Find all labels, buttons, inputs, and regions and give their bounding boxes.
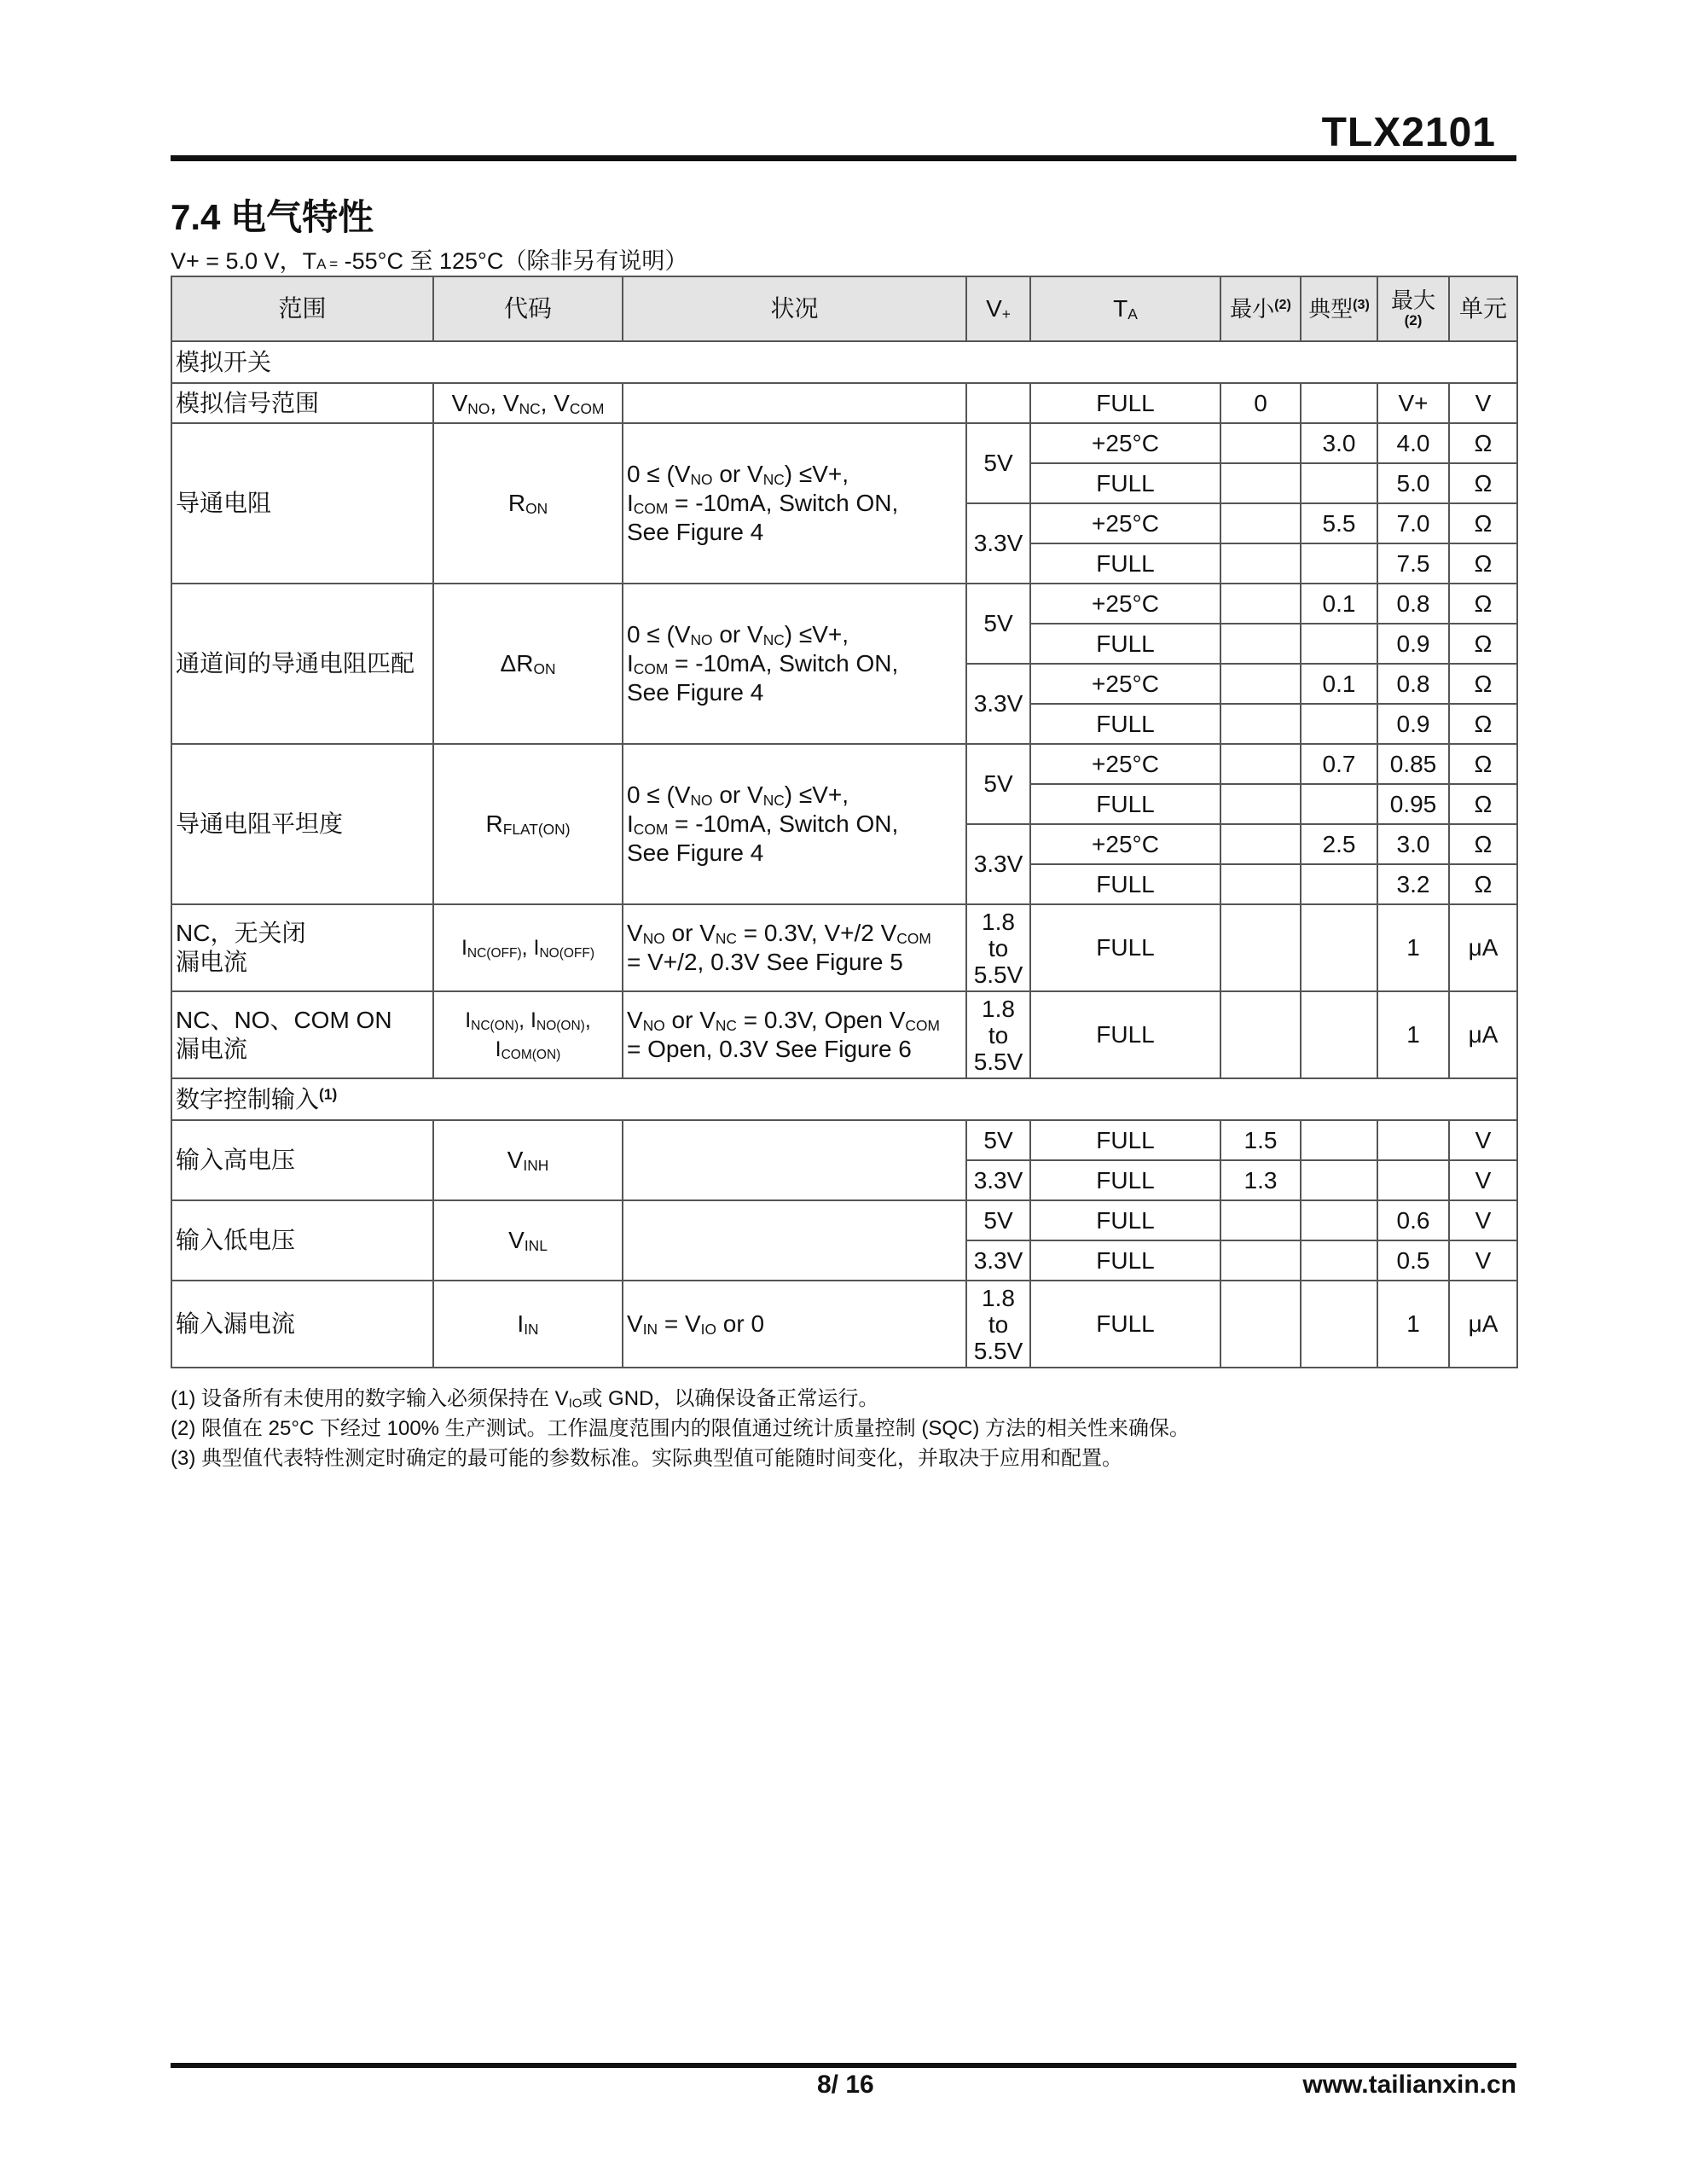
condition-vinl: [623, 1200, 966, 1281]
vplus-line: 5.5V: [973, 1337, 1023, 1364]
section-label-digital: [171, 1078, 1517, 1120]
cond-sub: IO: [700, 1321, 716, 1339]
sym-sub: ON: [533, 660, 556, 678]
section-row-analog: [171, 341, 1517, 383]
sym-sub: INL: [524, 1237, 548, 1255]
unit-cell: V: [1449, 383, 1517, 423]
sym-sep: ,: [519, 1008, 531, 1032]
param-vinl: 输入低电压: [171, 1200, 433, 1281]
condition-vinh: [623, 1120, 966, 1200]
unit-cell: Ω: [1449, 784, 1517, 824]
sym-sub: COM(ON): [501, 1047, 561, 1062]
cond-line: [627, 1006, 962, 1035]
ta-cell: FULL: [1030, 864, 1220, 904]
table-header-row: [171, 276, 1517, 341]
cond-text: or V: [664, 920, 716, 946]
sym-part: V: [502, 389, 519, 416]
min-cell: [1220, 991, 1301, 1078]
note-text: 或 GND，以确保设备正常运行。: [582, 1387, 879, 1410]
max-cell: 0.9: [1377, 624, 1449, 664]
sym-part: V: [507, 1147, 524, 1173]
unit-cell: Ω: [1449, 664, 1517, 704]
min-cell: [1220, 864, 1301, 904]
max-cell: 0.5: [1377, 1240, 1449, 1281]
vplus-line: 5.5V: [973, 1048, 1023, 1075]
cond-text: I: [627, 650, 634, 677]
param-vinh: 输入高电压: [171, 1120, 433, 1200]
param-iin: 输入漏电流: [171, 1281, 433, 1368]
header-typ-note: (3): [1353, 297, 1370, 313]
vplus-analog-range: [966, 383, 1030, 423]
vplus-cell: 5V: [966, 1120, 1030, 1160]
header-ta: [1030, 276, 1220, 341]
sym-sub: COM: [569, 399, 605, 417]
section-name: 电气特性: [230, 197, 374, 237]
sym-sep: ,: [521, 936, 534, 960]
condition-dron: [623, 584, 966, 744]
ta-cell: FULL: [1030, 1160, 1220, 1200]
vplus-line: 1.8: [982, 1284, 1015, 1311]
electrical-characteristics-table: [171, 276, 1518, 1368]
table-row-vinl-1: [171, 1200, 1517, 1240]
typ-cell: 5.5: [1301, 503, 1377, 543]
ta-cell: +25°C: [1030, 584, 1220, 624]
param-rflat: 导通电阻平坦度: [171, 744, 433, 904]
cond-text: or 0: [716, 1310, 765, 1337]
ta-cell: FULL: [1030, 624, 1220, 664]
symbol-vinl: [433, 1200, 623, 1281]
cond-text: = 0.3V, Open V: [736, 1007, 906, 1033]
min-cell: [1220, 904, 1301, 991]
condition-analog-range: [623, 383, 966, 423]
sym-sub: NO(OFF): [539, 945, 595, 961]
vplus-cell: 5V: [966, 584, 1030, 664]
cond-text: = 0.3V, V+/2 V: [736, 920, 897, 946]
header-max-text: 最大: [1390, 288, 1435, 313]
header-ta-sub: A: [1128, 305, 1138, 323]
website-link[interactable]: www.tailianxin.cn: [1302, 2071, 1516, 2099]
cond-line: [627, 620, 962, 649]
cond-prefix: V+ = 5.0 V，T: [171, 248, 317, 274]
max-cell: 0.85: [1377, 744, 1449, 784]
typ-cell: [1301, 864, 1377, 904]
condition-leak-off: [623, 904, 966, 991]
typ-cell: 0.1: [1301, 664, 1377, 704]
max-cell: 0.8: [1377, 584, 1449, 624]
cond-line: [627, 781, 962, 810]
max-cell: V+: [1377, 383, 1449, 423]
sym-part: R: [507, 490, 526, 516]
header-rule: [171, 155, 1516, 161]
sym-part: I: [533, 936, 540, 960]
sym-part: ΔR: [500, 650, 534, 677]
cond-sub: NC: [762, 471, 785, 489]
cond-sub: NC: [762, 792, 785, 810]
cond-line: See Figure 4: [627, 839, 764, 866]
param-line: 漏电流: [176, 1036, 248, 1062]
max-cell: 0.9: [1377, 704, 1449, 744]
cond-sub: NC: [715, 1017, 737, 1035]
sym-part: I: [495, 1037, 501, 1061]
sym-part: R: [485, 810, 503, 837]
cond-sub: COM: [633, 500, 669, 518]
param-line: 漏电流: [176, 949, 248, 975]
unit-cell: Ω: [1449, 704, 1517, 744]
table-row-analog-range: [171, 383, 1517, 423]
unit-cell: Ω: [1449, 824, 1517, 864]
param-dron: 通道间的导通电阻匹配: [171, 584, 433, 744]
cond-text: = -10mA, Switch ON,: [668, 650, 899, 677]
section-number: 7.4: [171, 197, 221, 237]
table-row-vinh-1: [171, 1120, 1517, 1160]
min-cell: [1220, 744, 1301, 784]
table-row-rflat-1: [171, 744, 1517, 784]
header-condition: 状况: [623, 276, 966, 341]
unit-cell: Ω: [1449, 624, 1517, 664]
cond-text: or V: [712, 461, 763, 487]
ta-cell: FULL: [1030, 784, 1220, 824]
cond-sub: NO: [690, 792, 713, 810]
min-cell: [1220, 543, 1301, 584]
cond-line: See Figure 4: [627, 519, 764, 545]
section-conditions: [171, 242, 687, 276]
unit-cell: μA: [1449, 904, 1517, 991]
max-cell: [1377, 1120, 1449, 1160]
unit-cell: Ω: [1449, 864, 1517, 904]
typ-cell: [1301, 904, 1377, 991]
cond-sub: COM: [633, 660, 669, 678]
sym-sub: NC(OFF): [467, 945, 522, 961]
sym-sub: FLAT(ON): [502, 821, 571, 839]
header-min-note: (2): [1274, 297, 1291, 313]
vplus-cell: 3.3V: [966, 664, 1030, 744]
typ-cell: 0.7: [1301, 744, 1377, 784]
cond-sub: NO: [642, 1017, 665, 1035]
header-max-note: (2): [1404, 312, 1423, 328]
vplus-cell: [966, 1281, 1030, 1368]
max-cell: 0.95: [1377, 784, 1449, 824]
min-cell: [1220, 784, 1301, 824]
header-typ-text: 典型: [1308, 296, 1354, 322]
param-line: NC、NO、COM ON: [176, 1007, 392, 1033]
document-title: TLX2101: [1321, 110, 1496, 155]
min-cell: [1220, 503, 1301, 543]
header-vplus-text: V: [986, 295, 1002, 322]
ta-cell: FULL: [1030, 1240, 1220, 1281]
header-vplus: [966, 276, 1030, 341]
cond-line: [627, 460, 962, 489]
header-max: [1377, 276, 1449, 341]
sym-part: I: [465, 1008, 472, 1032]
note-text: (1) 设备所有未使用的数字输入必须保持在 V: [171, 1387, 569, 1410]
typ-cell: [1301, 383, 1377, 423]
cond-text: = V: [658, 1310, 701, 1337]
cond-text: ) ≤V+,: [784, 621, 849, 648]
ta-cell: FULL: [1030, 904, 1220, 991]
min-cell: [1220, 1240, 1301, 1281]
min-cell: [1220, 463, 1301, 503]
typ-cell: [1301, 1120, 1377, 1160]
note-2: (2) 限值在 25°C 下经过 100% 生产测试。工作温度范围内的限值通过统计质量控制 (SQC) 方法的相关性来确保。: [171, 1417, 1191, 1440]
max-cell: 3.2: [1377, 864, 1449, 904]
vplus-cell: [966, 991, 1030, 1078]
sym-sub: NO(ON): [536, 1018, 585, 1033]
unit-cell: V: [1449, 1200, 1517, 1240]
typ-cell: 0.1: [1301, 584, 1377, 624]
min-cell: [1220, 664, 1301, 704]
unit-cell: Ω: [1449, 463, 1517, 503]
vplus-line: 5.5V: [973, 961, 1023, 988]
sym-sub: NC: [519, 399, 541, 417]
sym-sep: ,: [490, 389, 503, 416]
max-cell: 1: [1377, 1281, 1449, 1368]
max-cell: 7.5: [1377, 543, 1449, 584]
unit-cell: Ω: [1449, 543, 1517, 584]
typ-cell: [1301, 463, 1377, 503]
cond-text: or V: [712, 621, 763, 648]
header-min: [1220, 276, 1301, 341]
cond-sub: COM: [896, 930, 931, 948]
min-cell: [1220, 704, 1301, 744]
unit-cell: V: [1449, 1160, 1517, 1200]
note-sub: IO: [568, 1397, 583, 1411]
typ-cell: [1301, 624, 1377, 664]
vplus-line: 1.8: [982, 908, 1015, 935]
min-cell: [1220, 423, 1301, 463]
symbol-iin: [433, 1281, 623, 1368]
unit-cell: V: [1449, 1120, 1517, 1160]
max-cell: 5.0: [1377, 463, 1449, 503]
sym-line: [438, 1006, 618, 1035]
min-cell: 1.3: [1220, 1160, 1301, 1200]
sym-sub: NC(ON): [471, 1018, 519, 1033]
ta-cell: +25°C: [1030, 664, 1220, 704]
cond-text: V: [627, 1007, 643, 1033]
unit-cell: V: [1449, 1240, 1517, 1281]
symbol-leak-on: [433, 991, 623, 1078]
min-cell: [1220, 1281, 1301, 1368]
cond-suffix: -55°C 至 125°C（除非另有说明）: [338, 248, 688, 274]
ta-cell: FULL: [1030, 383, 1220, 423]
cond-line: [627, 919, 962, 948]
ta-cell: FULL: [1030, 1281, 1220, 1368]
cond-line: See Figure 4: [627, 679, 764, 706]
vplus-cell: 5V: [966, 744, 1030, 824]
ta-cell: +25°C: [1030, 423, 1220, 463]
typ-cell: 2.5: [1301, 824, 1377, 864]
min-cell: [1220, 1200, 1301, 1240]
vplus-line: to: [988, 1310, 1009, 1338]
cond-sub: IN: [642, 1321, 658, 1339]
condition-leak-on: [623, 991, 966, 1078]
typ-cell: [1301, 991, 1377, 1078]
cond-text: 0 ≤ (V: [627, 461, 691, 487]
cond-sub: NO: [690, 471, 713, 489]
vplus-cell: 5V: [966, 423, 1030, 503]
typ-cell: [1301, 784, 1377, 824]
table-row-ron-1: [171, 423, 1517, 463]
cond-text: ) ≤V+,: [784, 781, 849, 808]
cond-line: = V+/2, 0.3V See Figure 5: [627, 949, 903, 975]
condition-iin: [623, 1281, 966, 1368]
ta-cell: FULL: [1030, 1120, 1220, 1160]
condition-ron: [623, 423, 966, 584]
cond-line: [627, 810, 962, 839]
cond-text: = -10mA, Switch ON,: [668, 810, 899, 837]
cond-sub: A =: [316, 256, 339, 272]
vplus-line: to: [988, 1021, 1009, 1048]
ta-cell: FULL: [1030, 991, 1220, 1078]
cond-text: V: [627, 1310, 643, 1337]
sym-sep: ,: [540, 389, 554, 416]
vplus-cell: 3.3V: [966, 1160, 1030, 1200]
header-vplus-sub: +: [1001, 305, 1011, 323]
symbol-analog-range: [433, 383, 623, 423]
typ-cell: [1301, 1160, 1377, 1200]
param-ron: 导通电阻: [171, 423, 433, 584]
symbol-rflat: [433, 744, 623, 904]
cond-text: or V: [712, 781, 763, 808]
cond-text: I: [627, 810, 634, 837]
cond-line: [627, 649, 962, 678]
typ-cell: [1301, 1240, 1377, 1281]
symbol-dron: [433, 584, 623, 744]
sym-sub: IN: [524, 1321, 539, 1339]
sym-line: [438, 1035, 618, 1064]
cond-line: = Open, 0.3V See Figure 6: [627, 1036, 912, 1062]
unit-cell: μA: [1449, 991, 1517, 1078]
vplus-cell: 3.3V: [966, 1240, 1030, 1281]
table-row-iin: [171, 1281, 1517, 1368]
note-1: [171, 1384, 1190, 1414]
cond-text: 0 ≤ (V: [627, 781, 691, 808]
header-symbol: 代码: [433, 276, 623, 341]
max-cell: 0.8: [1377, 664, 1449, 704]
sym-sep: ,: [584, 1008, 591, 1032]
unit-cell: μA: [1449, 1281, 1517, 1368]
max-cell: 1: [1377, 904, 1449, 991]
cond-sub: COM: [905, 1017, 940, 1035]
ta-cell: +25°C: [1030, 744, 1220, 784]
typ-cell: 3.0: [1301, 423, 1377, 463]
typ-cell: [1301, 1200, 1377, 1240]
sym-part: V: [554, 389, 570, 416]
vplus-cell: 3.3V: [966, 503, 1030, 584]
sym-sub: INH: [523, 1157, 549, 1175]
symbol-vinh: [433, 1120, 623, 1200]
unit-cell: Ω: [1449, 503, 1517, 543]
section-label-analog: 模拟开关: [171, 341, 1517, 383]
param-analog-range: 模拟信号范围: [171, 383, 433, 423]
min-cell: [1220, 824, 1301, 864]
note-3: (3) 典型值代表特性测定时确定的最可能的参数标准。实际典型值可能随时间变化，并取决于应用和配置。: [171, 1447, 1122, 1470]
min-cell: [1220, 624, 1301, 664]
ta-cell: FULL: [1030, 704, 1220, 744]
unit-cell: Ω: [1449, 423, 1517, 463]
sym-part: I: [517, 1310, 525, 1337]
cond-text: 0 ≤ (V: [627, 621, 691, 648]
cond-text: or V: [664, 1007, 716, 1033]
symbol-ron: [433, 423, 623, 584]
sym-part: I: [530, 1008, 536, 1032]
ta-cell: FULL: [1030, 463, 1220, 503]
param-leak-off: [171, 904, 433, 991]
unit-cell: Ω: [1449, 584, 1517, 624]
sym-part: V: [508, 1227, 525, 1253]
cond-sub: NC: [762, 631, 785, 649]
typ-cell: [1301, 704, 1377, 744]
ta-cell: +25°C: [1030, 824, 1220, 864]
max-cell: 4.0: [1377, 423, 1449, 463]
vplus-cell: [966, 904, 1030, 991]
vplus-line: to: [988, 934, 1009, 961]
cond-text: ) ≤V+,: [784, 461, 849, 487]
vplus-cell: 5V: [966, 1200, 1030, 1240]
min-cell: 0: [1220, 383, 1301, 423]
section-title: [171, 189, 374, 241]
symbol-leak-off: [433, 904, 623, 991]
cond-text: I: [627, 490, 634, 516]
section-digital-text: 数字控制输入: [176, 1085, 320, 1112]
param-leak-on: [171, 991, 433, 1078]
sym-sub: ON: [525, 500, 548, 518]
max-cell: 1: [1377, 991, 1449, 1078]
ta-cell: FULL: [1030, 543, 1220, 584]
header-ta-text: T: [1113, 295, 1128, 322]
table-notes: [171, 1384, 1190, 1473]
header-min-text: 最小: [1230, 296, 1275, 322]
table-row-leak-on: [171, 991, 1517, 1078]
sym-part: I: [461, 936, 467, 960]
max-cell: [1377, 1160, 1449, 1200]
header-param: 范围: [171, 276, 433, 341]
cond-sub: NO: [690, 631, 713, 649]
ta-cell: +25°C: [1030, 503, 1220, 543]
typ-cell: [1301, 543, 1377, 584]
min-cell: [1220, 584, 1301, 624]
sym-part: V: [451, 389, 468, 416]
vplus-cell: 3.3V: [966, 824, 1030, 904]
condition-rflat: [623, 744, 966, 904]
table-row-leak-off: [171, 904, 1517, 991]
page-number: 8/ 16: [817, 2071, 874, 2099]
max-cell: 3.0: [1377, 824, 1449, 864]
cond-sub: NC: [715, 930, 737, 948]
sym-sub: NO: [467, 399, 490, 417]
ta-cell: FULL: [1030, 1200, 1220, 1240]
cond-line: [627, 489, 962, 518]
header-unit: 单元: [1449, 276, 1517, 341]
table-row-dron-1: [171, 584, 1517, 624]
section-row-digital: [171, 1078, 1517, 1120]
min-cell: 1.5: [1220, 1120, 1301, 1160]
cond-sub: COM: [633, 821, 669, 839]
cond-text: V: [627, 920, 643, 946]
max-cell: 7.0: [1377, 503, 1449, 543]
footer-rule: [171, 2063, 1516, 2068]
vplus-line: 1.8: [982, 995, 1015, 1022]
cond-text: = -10mA, Switch ON,: [668, 490, 899, 516]
param-line: NC，无关闭: [176, 920, 306, 946]
max-cell: 0.6: [1377, 1200, 1449, 1240]
header-typ: [1301, 276, 1377, 341]
unit-cell: Ω: [1449, 744, 1517, 784]
section-digital-note: (1): [319, 1084, 338, 1102]
typ-cell: [1301, 1281, 1377, 1368]
cond-sub: NO: [642, 930, 665, 948]
